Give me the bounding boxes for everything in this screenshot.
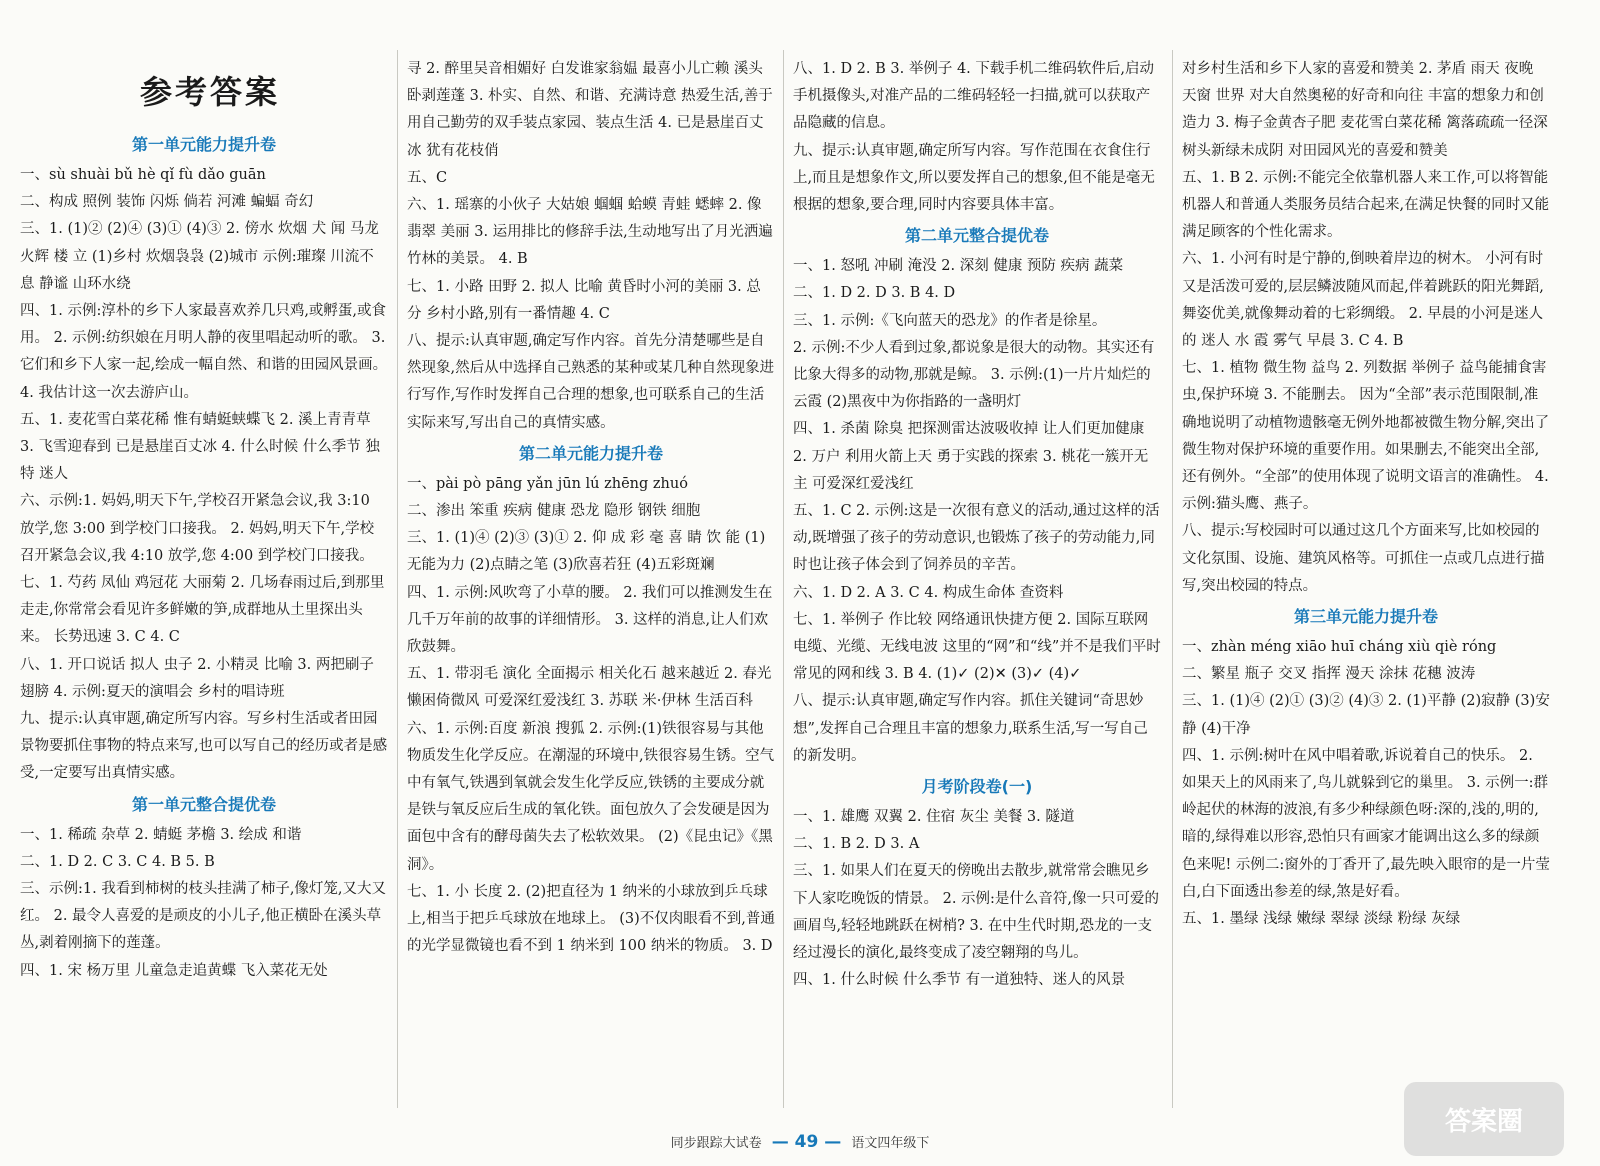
answer-line: 2. 示例:不少人看到过象,都说象是很大的动物。其实还有比象大得多的动物,那就是鲸。 3. 示例:(1)一片片灿烂的云霞 (2)黑夜中为你指路的一盏明灯: [793, 339, 1155, 411]
section-heading: 月考阶段卷(一): [921, 777, 1033, 797]
answer-line: 八、提示:认真审题,确定写作内容。首先分清楚哪些是自然现象,然后从中选择自己熟悉的某种或某几种自然现象进行写作,写作时发挥自己合理的想象,也可联系自己的生活实际来写,写出自己的真情实感。: [407, 333, 775, 431]
answer-line: 五、1. 麦花雪白菜花稀 惟有蜻蜓蛱蝶飞 2. 溪上青青草 3. 飞雪迎春到 已是悬崖百丈冰 4. 什么时候 什么季节 独特 迷人: [20, 411, 380, 483]
answer-line: 三、1. (1)② (2)④ (3)① (4)③ 2. 傍水 炊烟 犬 闻 马龙 火辉 楼 立 (1)乡村 炊烟袅袅 (2)城市 示例:璀璨 川流不息 静谧 山环水绕: [20, 221, 379, 292]
answer-line: 五、1. B 2. 示例:不能完全依靠机器人来工作,可以将智能机器人和普通人类服务员结合起来,在满足快餐的同时又能满足顾客的个性化需求。: [1182, 169, 1550, 241]
section-heading: 第一单元整合提优卷: [131, 794, 276, 814]
section-heading: 第三单元能力提升卷: [1293, 607, 1438, 627]
page-footer: 同步跟踪大试卷 — 49 — 语文四年级下: [670, 1132, 930, 1152]
page-title: 参考答案: [140, 73, 281, 111]
answer-line: 二、1. D 2. C 3. C 4. B 5. B: [20, 853, 215, 870]
answer-line: 二、构成 照例 装饰 闪烁 倘若 河滩 蝙蝠 奇幻: [20, 194, 314, 211]
answer-line: 四、1. 宋 杨万里 儿童急走追黄蝶 飞入菜花无处: [20, 962, 328, 979]
answer-line: 四、1. 示例:风吹弯了小草的腰。 2. 我们可以推测发生在几千万年前的故事的详细情形。 3. 这样的消息,让人们欢欣鼓舞。: [407, 584, 773, 656]
answer-line: 七、1. 举例子 作比较 网络通讯快捷方便 2. 国际互联网 电缆、光缆、无线电波 这里的“网”和“线”并不是我们平时常见的网和线 3. B 4. (1)✓ (2)✕ (3)✓ (4)✓: [793, 611, 1161, 683]
answer-line: 二、1. B 2. D 3. A: [793, 836, 920, 853]
answer-line: 对乡村生活和乡下人家的喜爱和赞美 2. 茅盾 雨天 夜晚 天窗 世界 对大自然奥秘的好奇和向往 丰富的想象力和创造力 3. 梅子金黄杏子肥 麦花雪白菜花稀 篱落疏疏一径深 树头新绿未成阴 对田园风光的喜爱和赞美: [1182, 61, 1548, 159]
column-divider: [783, 50, 784, 1108]
column-divider: [397, 50, 398, 1108]
answer-line: 八、提示:写校园时可以通过这几个方面来写,比如校园的文化氛围、设施、建筑风格等。可抓住一点或几点进行描写,突出校园的特点。: [1182, 523, 1545, 594]
book-title: 同步跟踪大试卷: [670, 1136, 762, 1151]
answer-line: 一、pài pò pāng yǎn jūn lú zhēng zhuó: [407, 475, 688, 492]
answer-line: 七、1. 小路 田野 2. 拟人 比喻 黄昏时小河的美丽 3. 总分 乡村小路,别有一番情趣 4. C: [407, 278, 761, 322]
answer-line: 五、C: [407, 169, 448, 186]
answer-line: 四、1. 杀菌 除臭 把探测雷达波吸收掉 让人们更加健康 2. 万户 利用火箭上天 勇于实践的探索 3. 桃花一簇开无主 可爱深红爱浅红: [793, 421, 1149, 492]
answer-line: 六、示例:1. 妈妈,明天下午,学校召开紧急会议,我 3:10 放学,您 3:00 到学校门口接我。 2. 妈妈,明天下午,学校召开紧急会议,我 4:10 放学,您 4:00 到学校门口接我。: [20, 493, 375, 564]
section-heading: 第二单元整合提优卷: [904, 226, 1049, 246]
answer-line: 一、1. 雄鹰 双翼 2. 住宿 灰尘 美餐 3. 隧道: [793, 809, 1075, 826]
section-heading: 第二单元能力提升卷: [518, 443, 663, 463]
answer-line: 二、繁星 瓶子 交叉 指挥 漫天 涂抹 花穗 波涛: [1182, 666, 1476, 683]
answer-line: 八、1. D 2. B 3. 举例子 4. 下载手机二维码软件后,启动手机摄像头,对准产品的二维码轻轻一扫描,就可以获取产品隐藏的信息。: [793, 61, 1154, 132]
answer-line: 三、示例:1. 我看到柿树的枝头挂满了柿子,像灯笼,又大又红。 2. 最令人喜爱的是顽皮的小儿子,他正横卧在溪头草丛,剥着刚摘下的莲蓬。: [20, 881, 387, 952]
answer-line: 寻 2. 醉里吴音相媚好 白发谁家翁媪 最喜小儿亡赖 溪头卧剥莲蓬 3. 朴实、自然、和谐、充满诗意 热爱生活,善于用自己勤劳的双手装点家园、装点生活 4. 已是悬崖百丈冰 犹有花枝俏: [407, 61, 773, 159]
page-number: 49: [794, 1132, 819, 1152]
answer-line: 四、1. 示例:淳朴的乡下人家最喜欢养几只鸡,或孵蛋,或食用。 2. 示例:纺织娘在月明人静的夜里唱起动听的歌。 3. 它们和乡下人家一起,绘成一幅自然、和谐的田园风景画。 4. 我估计这一次去游庐山。: [20, 303, 388, 401]
subject-grade: 语文四年级下: [851, 1136, 930, 1151]
answer-line: 九、提示:认真审题,确定所写内容。写乡村生活或者田园景物要抓住事物的特点来写,也可以写自己的经历或者是感受,一定要写出真情实感。: [20, 711, 388, 782]
watermark-logo: 答案圈: [1404, 1082, 1564, 1156]
answer-line: 二、渗出 笨重 疾病 健康 恐龙 隐形 钢铁 细胞: [407, 503, 701, 520]
column-2: [407, 56, 775, 1108]
answer-line: 一、sù shuài bǔ hè qǐ fù dǎo guān: [20, 167, 266, 183]
answer-line: 三、1. (1)④ (2)① (3)② (4)③ 2. (1)平静 (2)寂静 (3)安静 (4)干净: [1182, 693, 1550, 737]
answer-line: 六、1. 瑶寨的小伙子 大姑娘 蝈蝈 蛤蟆 青蛙 蟋蟀 2. 像翡翠 美丽 3. 运用排比的修辞手法,生动地写出了月光洒遍竹林的美景。 4. B: [407, 197, 773, 268]
answer-line: 一、zhàn méng xiāo huī cháng xiù qiè róng: [1182, 639, 1497, 656]
answer-line: 七、1. 植物 微生物 益鸟 2. 列数据 举例子 益鸟能捕食害虫,保护环境 3. 不能删去。 因为“全部”表示范围限制,准确地说明了动植物遗骸毫无例外地都被微生物分解,突出了微生物对保护环境的重要作用。如果删去,不能突出全部,还有例外。“全部”的使用体现了说明文语言的准确性。 4. 示例:猫头鹰、燕子。: [1182, 360, 1550, 513]
answer-line: 六、1. 示例:百度 新浪 搜狐 2. 示例:(1)铁很容易与其他物质发生化学反应。在潮湿的环境中,铁很容易生锈。空气中有氧气,铁遇到氧就会发生化学反应,铁锈的主要成分就是铁与氧反应后生成的氧化铁。面包放久了会发硬是因为面包中含有的酵母菌失去了松软效果。 (2)《昆虫记》《黑洞》。: [407, 720, 775, 873]
section-heading: 第一单元能力提升卷: [131, 135, 276, 154]
answer-line: 五、1. 带羽毛 演化 全面揭示 相关化石 越来越近 2. 春光懒困倚微风 可爱深红爱浅红 3. 苏联 米·伊林 生活百科: [407, 666, 772, 710]
answer-line: 三、1. (1)④ (2)③ (3)① 2. 仰 成 彩 毫 喜 睛 饮 能 (1)无能为力 (2)点睛之笔 (3)欣喜若狂 (4)五彩斑斓: [407, 530, 766, 574]
answer-line: 七、1. 小 长度 2. (2)把直径为 1 纳米的小球放到乒乓球上,相当于把乒乓球放在地球上。 (3)不仅肉眼看不到,普通的光学显微镜也看不到 1 纳米到 100 纳米的物质。 3. D: [407, 883, 775, 955]
answer-line: 八、提示:认真审题,确定写作内容。抓住关键词“奇思妙想”,发挥自己合理且丰富的想象力,联系生活,写一写自己的新发明。: [793, 693, 1148, 764]
answer-line: 三、1. 如果人们在夏天的傍晚出去散步,就常常会瞧见乡下人家吃晚饭的情景。 2. 示例:是什么音符,像一只可爱的画眉鸟,轻轻地跳跃在树梢? 3. 在中生代时期,恐龙的一支经过漫长的演化,最终变成了凌空翱翔的鸟儿。: [793, 863, 1160, 962]
answer-line: 五、1. C 2. 示例:这是一次很有意义的活动,通过这样的活动,既增强了孩子的劳动意识,也锻炼了孩子的劳动能力,同时也让孩子体会到了饲养员的辛苦。: [793, 503, 1160, 574]
answer-line: 四、1. 示例:树叶在风中唱着歌,诉说着自己的快乐。 2. 如果天上的风雨来了,鸟儿就躲到它的巢里。 3. 示例一:群岭起伏的林海的波浪,有多少种绿颜色呀:深的,浅的,明的,暗的,绿得难以形容,恐怕只有画家才能调出这么多的绿颜色来呢! 示例二:窗外的丁香开了,最先映入眼帘的是一片莹白,白下面透出参差的绿,煞是好看。: [1182, 747, 1550, 900]
answer-line: 二、1. D 2. D 3. B 4. D: [793, 285, 956, 302]
column-4: [1182, 56, 1550, 1108]
answer-line: 一、1. 怒吼 冲刷 淹没 2. 深刻 健康 预防 疾病 蔬菜: [793, 258, 1124, 275]
answer-line: 六、1. 小河有时是宁静的,倒映着岸边的树木。 小河有时又是活泼可爱的,层层鳞波随风而起,伴着跳跃的阳光舞蹈,舞姿优美,就像舞动着的七彩绸缎。 2. 早晨的小河是迷人的 迷人 水 霞 雾气 早晨 3. C 4. B: [1182, 251, 1544, 350]
answer-line: 九、提示:认真审题,确定所写内容。写作范围在衣食住行上,而且是想象作文,所以要发挥自己的想象,但不能是毫无根据的想象,要合理,同时内容要具体丰富。: [793, 142, 1155, 214]
answer-line: 六、1. D 2. A 3. C 4. 构成生命体 查资料: [793, 584, 1064, 601]
column-1: [20, 56, 388, 1108]
answer-line: 五、1. 墨绿 浅绿 嫩绿 翠绿 淡绿 粉绿 灰绿: [1182, 911, 1461, 928]
answer-line: 四、1. 什么时候 什么季节 有一道独特、迷人的风景: [793, 972, 1126, 989]
answer-line: 八、1. 开口说话 拟人 虫子 2. 小精灵 比喻 3. 两把刷子 翅膀 4. 示例:夏天的演唱会 乡村的唱诗班: [20, 656, 374, 700]
column-3: [793, 56, 1161, 1108]
answer-line: 三、1. 示例:《飞向蓝天的恐龙》的作者是徐星。: [793, 312, 1107, 329]
answer-line: 一、1. 稀疏 杂草 2. 蜻蜓 茅檐 3. 绘成 和谐: [20, 826, 302, 843]
answer-line: 七、1. 芍药 凤仙 鸡冠花 大丽菊 2. 几场春雨过后,到那里走走,你常常会看见许多鲜嫩的笋,成群地从土里探出头来。 长势迅速 3. C 4. C: [20, 575, 385, 646]
column-divider: [1172, 50, 1173, 1108]
